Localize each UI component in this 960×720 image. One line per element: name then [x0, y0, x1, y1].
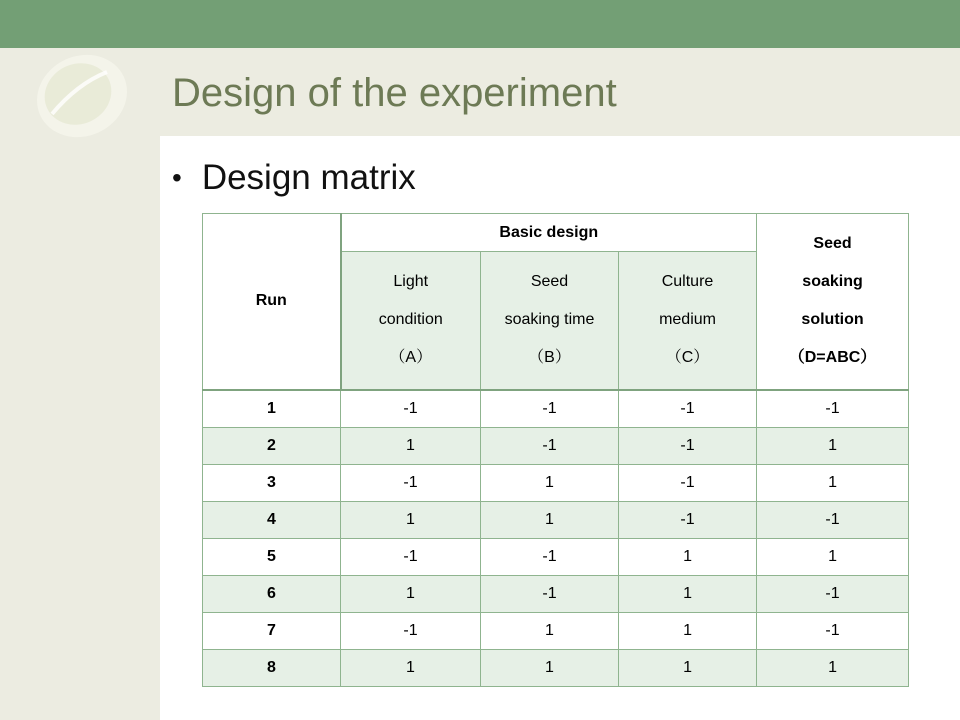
value-d: 1 [757, 649, 909, 686]
value-d: -1 [757, 575, 909, 612]
value-c: -1 [619, 464, 757, 501]
run-cell: 7 [203, 612, 341, 649]
header-seed-solution [757, 214, 909, 390]
run-cell: 6 [203, 575, 341, 612]
header-a-line-3: （A） [389, 349, 433, 367]
value-b: -1 [481, 427, 619, 464]
value-b: 1 [481, 649, 619, 686]
value-a: 1 [341, 575, 481, 612]
header-a-line-2: condition [378, 311, 443, 329]
value-c: -1 [619, 390, 757, 428]
header-seed-line-4: （D=ABC） [788, 349, 877, 367]
header-b-line-1: Seed [530, 273, 569, 291]
header-seed-line-1: Seed [813, 235, 852, 253]
bullet-item [172, 156, 416, 200]
seed-logo-icon [22, 44, 142, 144]
value-a: 1 [341, 649, 481, 686]
design-matrix-table [202, 213, 909, 687]
run-cell: 1 [203, 390, 341, 428]
value-a: 1 [341, 501, 481, 538]
value-a: 1 [341, 427, 481, 464]
table-row [203, 538, 909, 575]
value-b: -1 [481, 538, 619, 575]
run-cell: 4 [203, 501, 341, 538]
value-d: 1 [757, 427, 909, 464]
value-b: -1 [481, 575, 619, 612]
table-row [203, 464, 909, 501]
header-b-line-3: （B） [528, 349, 571, 367]
table-row [203, 575, 909, 612]
table-row [203, 501, 909, 538]
table-row [203, 612, 909, 649]
value-c: -1 [619, 501, 757, 538]
value-c: 1 [619, 575, 757, 612]
header-run: Run [203, 214, 341, 390]
header-factor-c [619, 252, 757, 390]
header-factor-a [341, 252, 481, 390]
value-a: -1 [341, 538, 481, 575]
run-cell: 5 [203, 538, 341, 575]
value-c: 1 [619, 649, 757, 686]
value-c: 1 [619, 612, 757, 649]
header-factor-b [481, 252, 619, 390]
value-d: -1 [757, 612, 909, 649]
value-b: 1 [481, 501, 619, 538]
table-row [203, 649, 909, 686]
run-cell: 3 [203, 464, 341, 501]
left-side-panel [0, 48, 160, 720]
bullet-dot-icon: • [172, 162, 182, 193]
value-c: 1 [619, 538, 757, 575]
value-a: -1 [341, 464, 481, 501]
header-c-line-1: Culture [661, 273, 714, 291]
value-a: -1 [341, 390, 481, 428]
header-b-line-2: soaking time [504, 311, 595, 329]
value-d: 1 [757, 464, 909, 501]
value-d: -1 [757, 501, 909, 538]
header-a-line-1: Light [393, 273, 429, 291]
page-title: Design of the experiment [172, 71, 617, 115]
header-c-line-3: （C） [665, 349, 710, 367]
value-d: -1 [757, 390, 909, 428]
bullet-text: Design matrix [201, 158, 416, 197]
value-a: -1 [341, 612, 481, 649]
value-b: 1 [481, 612, 619, 649]
run-cell: 8 [203, 649, 341, 686]
table-row [203, 427, 909, 464]
header-basic-design: Basic design [341, 214, 757, 252]
value-c: -1 [619, 427, 757, 464]
value-b: 1 [481, 464, 619, 501]
table-row [203, 390, 909, 428]
header-seed-line-3: solution [801, 311, 864, 329]
header-c-line-2: medium [659, 311, 716, 329]
top-accent-bar [0, 0, 960, 48]
value-d: 1 [757, 538, 909, 575]
value-b: -1 [481, 390, 619, 428]
header-seed-line-2: soaking [802, 273, 863, 291]
run-cell: 2 [203, 427, 341, 464]
